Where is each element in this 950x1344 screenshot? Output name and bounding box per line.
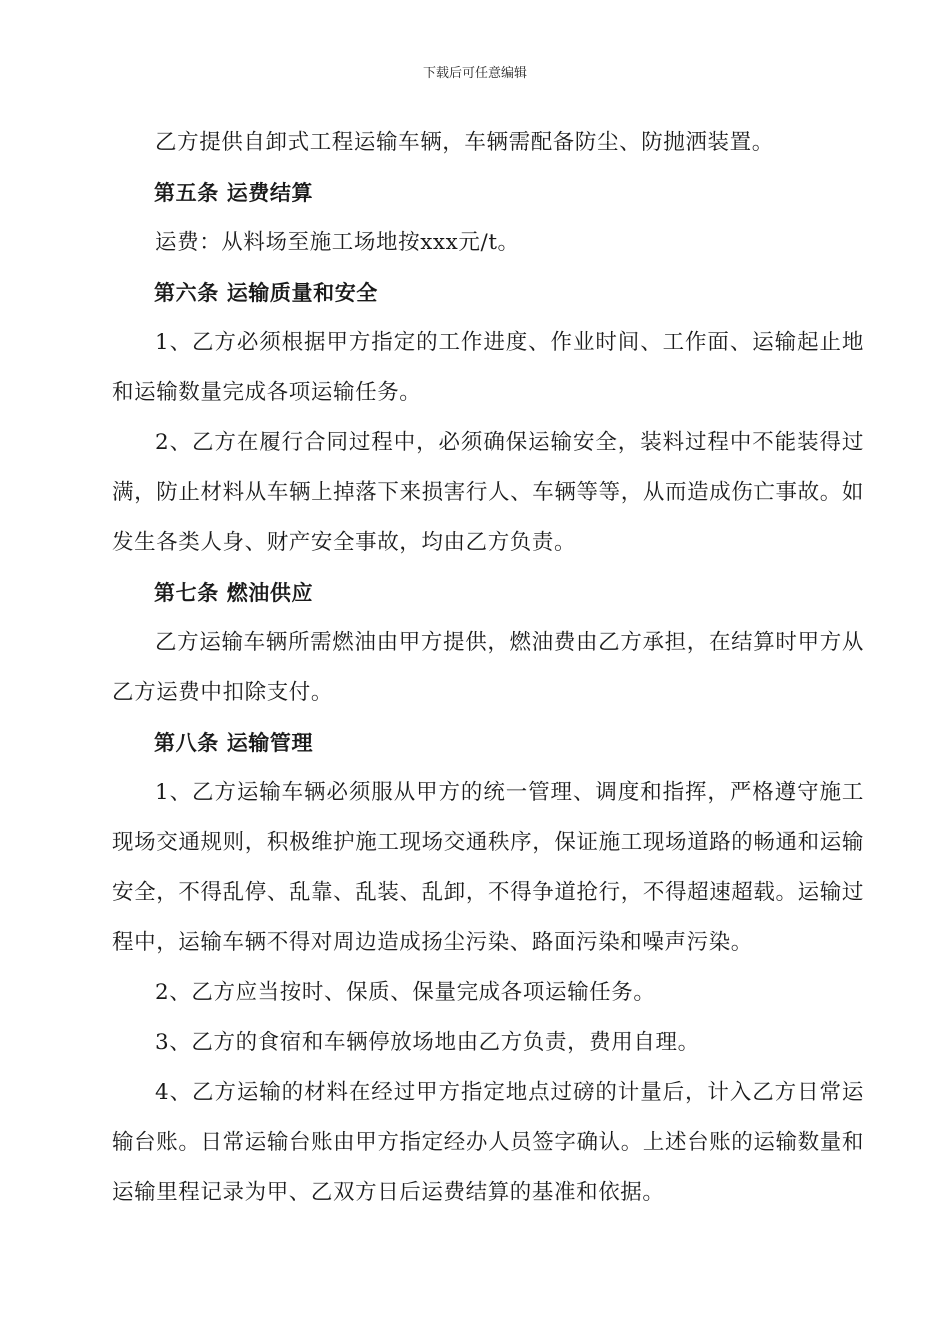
article-6-paragraph-1: 1、乙方必须根据甲方指定的工作进度、作业时间、工作面、运输起止地和运输数量完成各项运输任务。: [112, 330, 864, 405]
article-7-paragraph-1: 乙方运输车辆所需燃油由甲方提供，燃油费由乙方承担，在结算时甲方从乙方运费中扣除支付。: [112, 630, 864, 705]
article-5-heading: 第五条 运费结算: [154, 181, 314, 205]
paragraph-vehicles: 乙方提供自卸式工程运输车辆，车辆需配备防尘、防抛洒装置。: [155, 130, 774, 155]
article-8-heading: 第八条 运输管理: [154, 731, 314, 755]
article-6-heading: 第六条 运输质量和安全: [154, 281, 378, 305]
article-5-paragraph-1: 运费：从料场至施工场地按xxx元/t。: [155, 230, 520, 255]
article-8-paragraph-2: 2、乙方应当按时、保质、保量完成各项运输任务。: [155, 980, 656, 1005]
article-8-paragraph-3: 3、乙方的食宿和车辆停放场地由乙方负责，费用自理。: [155, 1030, 700, 1055]
page-header-note: 下载后可任意编辑: [422, 66, 527, 81]
article-7-heading: 第七条 燃油供应: [154, 581, 314, 605]
article-6-paragraph-2: 2、乙方在履行合同过程中，必须确保运输安全，装料过程中不能装得过满，防止材料从车辆上掉落下来损害行人、车辆等等，从而造成伤亡事故。如发生各类人身、财产安全事故，均由乙方负责。: [112, 430, 864, 555]
article-8-paragraph-1: 1、乙方运输车辆必须服从甲方的统一管理、调度和指挥，严格遵守施工现场交通规则，积极维护施工现场交通秩序，保证施工现场道路的畅通和运输安全，不得乱停、乱靠、乱装、乱卸，不得争道抢行，不得超速超载。运输过程中，运输车辆不得对周边造成扬尘污染、路面污染和噪声污染。: [112, 780, 864, 955]
article-8-paragraph-4: 4、乙方运输的材料在经过甲方指定地点过磅的计量后，计入乙方日常运输台账。日常运输台账由甲方指定经办人员签字确认。上述台账的运输数量和运输里程记录为甲、乙双方日后运费结算的基准和依据。: [112, 1080, 864, 1205]
document-body: [112, 118, 864, 1218]
